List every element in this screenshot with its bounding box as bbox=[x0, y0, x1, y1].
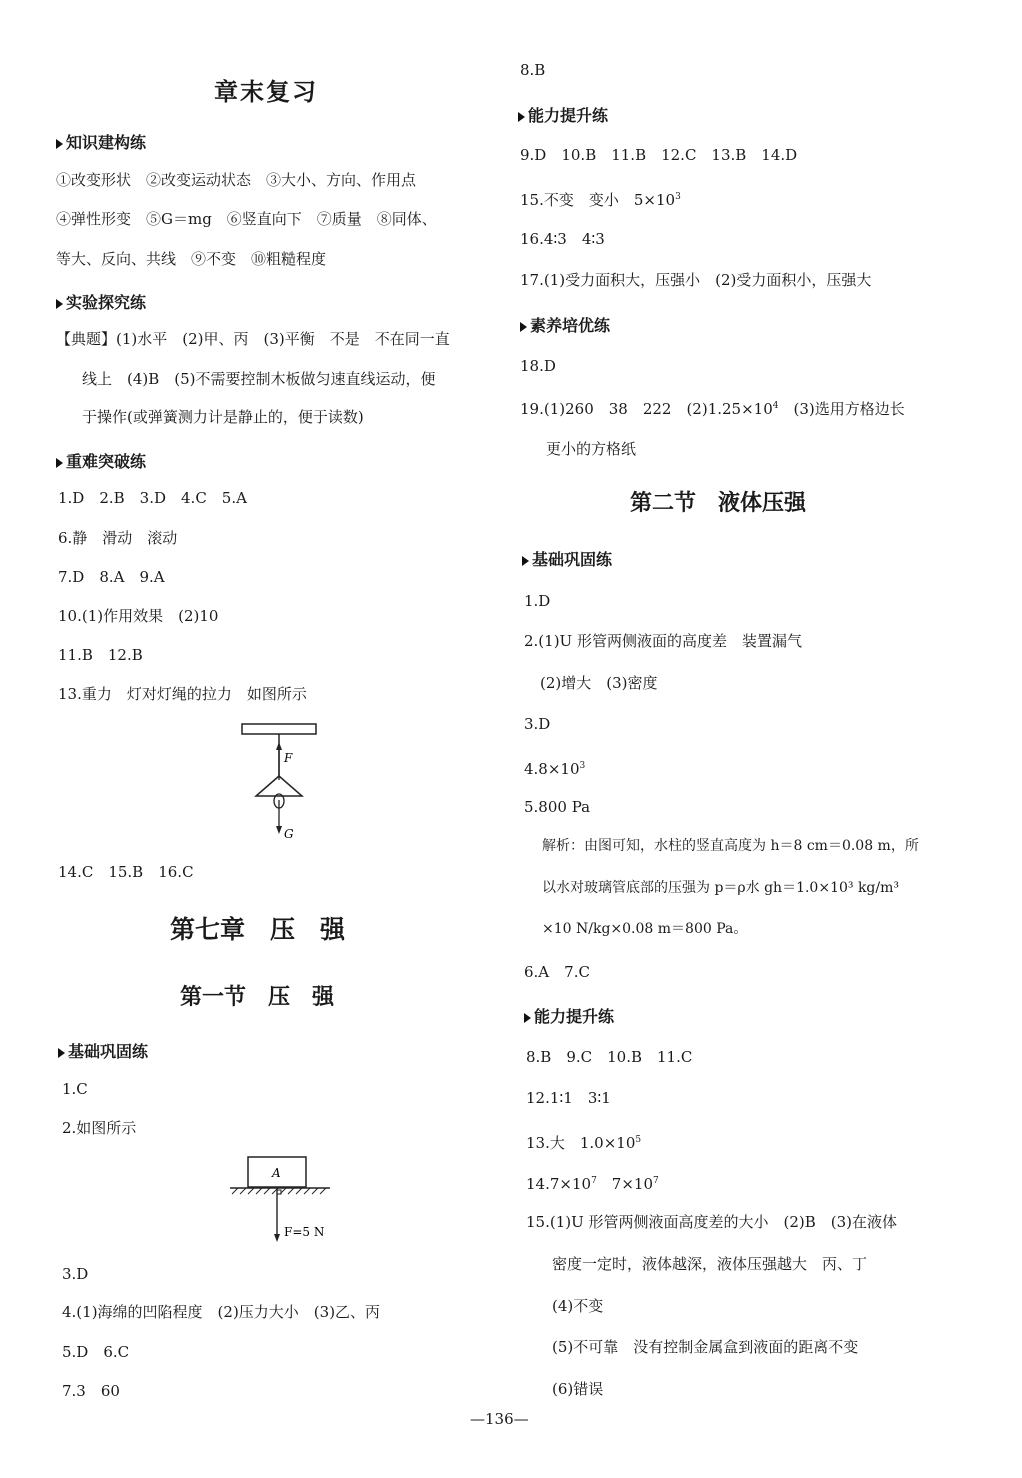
answer-line: (5)不可靠 没有控制金属盒到液面的距离不变 bbox=[552, 1338, 859, 1356]
section-experiment: 实验探究练 bbox=[56, 290, 146, 313]
block-label: A bbox=[272, 1166, 281, 1180]
answer-line: $4.8\times 10^3$ bbox=[524, 760, 586, 778]
triangle-icon bbox=[518, 112, 525, 122]
text-line: ④弹性形变 ⑤G＝mg ⑥竖直向下 ⑦质量 ⑧同体、 bbox=[56, 210, 437, 228]
triangle-icon bbox=[56, 458, 63, 468]
answer-line: 14.C 15.B 16.C bbox=[58, 863, 194, 881]
answer-line: 1.C bbox=[62, 1080, 88, 1098]
answer-line: 8.B 9.C 10.B 11.C bbox=[526, 1048, 693, 1066]
answer-line: 5.D 6.C bbox=[62, 1343, 130, 1361]
text-line: 【典题】(1)水平 (2)甲、丙 (3)平衡 不是 不在同一直 bbox=[56, 330, 450, 348]
answer-line: 13.重力 灯对灯绳的拉力 如图所示 bbox=[58, 685, 307, 703]
section-title: 第二节 液体压强 bbox=[630, 490, 807, 516]
answer-line: 16.4∶3 4∶3 bbox=[520, 230, 605, 248]
triangle-icon bbox=[58, 1048, 65, 1058]
force-f-label: F bbox=[284, 751, 293, 765]
answer-line: 5.800 Pa bbox=[524, 798, 591, 816]
answer-line: 4.(1)海绵的凹陷程度 (2)压力大小 (3)乙、丙 bbox=[62, 1303, 381, 1321]
answer-line: 2.如图所示 bbox=[62, 1119, 137, 1137]
text-line: 等大、反向、共线 ⑨不变 ⑩粗糙程度 bbox=[56, 250, 327, 268]
analysis-line: 以水对玻璃管底部的压强为 p＝ρ水 gh＝1.0×10³ kg/m³ bbox=[542, 880, 899, 896]
triangle-icon bbox=[520, 322, 527, 332]
answer-line: 15.不变 变小 $5\times 10^3$ bbox=[520, 191, 681, 209]
answer-line: 3.D bbox=[62, 1265, 89, 1283]
answer-line: 12.1∶1 3∶1 bbox=[526, 1089, 611, 1107]
triangle-icon bbox=[524, 1013, 531, 1023]
ceiling bbox=[242, 724, 316, 734]
analysis-line: ×10 N/kg×0.08 m＝800 Pa。 bbox=[542, 921, 748, 937]
section-ability-2: 能力提升练 bbox=[524, 1004, 614, 1027]
force-label: F=5 N bbox=[284, 1225, 325, 1239]
review-title: 章末复习 bbox=[214, 77, 318, 106]
answer-line: 13.大 $1.0\times 10^5$ bbox=[526, 1134, 642, 1152]
section-literacy: 素养培优练 bbox=[520, 313, 610, 336]
section-ability: 能力提升练 bbox=[518, 103, 608, 126]
answer-line: 7.3 60 bbox=[62, 1382, 120, 1400]
block-pressure-diagram bbox=[226, 1152, 346, 1248]
chapter-title: 第七章 压 强 bbox=[170, 915, 346, 944]
arrow-head-down bbox=[276, 826, 282, 834]
lamp-force-diagram bbox=[236, 720, 326, 845]
answer-line: 8.B bbox=[520, 61, 546, 79]
answer-line: 1.D bbox=[524, 592, 551, 610]
ground-hatching bbox=[232, 1188, 326, 1194]
triangle-icon bbox=[522, 556, 529, 566]
answer-line: 19.(1)260 38 222 $(2)1.25\times 10^4$ (3)选用方格边长 bbox=[520, 400, 905, 418]
arrow-head-down bbox=[274, 1234, 280, 1242]
answer-line: 7.D 8.A 9.A bbox=[58, 568, 165, 586]
section-basic: 基础巩固练 bbox=[58, 1039, 148, 1062]
force-g-label: G bbox=[284, 827, 294, 841]
page-number: —136— bbox=[470, 1410, 529, 1428]
answer-line: (2)增大 (3)密度 bbox=[540, 674, 658, 692]
answer-line: 3.D bbox=[524, 715, 551, 733]
answer-line: 10.(1)作用效果 (2)10 bbox=[58, 607, 219, 625]
answer-line: $14.7\times 10^7$ $7\times 10^7$ bbox=[526, 1175, 659, 1193]
text-line: 线上 (4)B (5)不需要控制木板做匀速直线运动，便 bbox=[82, 370, 436, 388]
answer-line: 18.D bbox=[520, 357, 556, 375]
section-basic: 基础巩固练 bbox=[522, 547, 612, 570]
analysis-line: 解析：由图可知，水柱的竖直高度为 h＝8 cm＝0.08 m，所 bbox=[542, 838, 919, 854]
answer-line: 15.(1)U 形管两侧液面高度差的大小 (2)B (3)在液体 bbox=[526, 1213, 898, 1231]
triangle-icon bbox=[56, 139, 63, 149]
text-line: ①改变形状 ②改变运动状态 ③大小、方向、作用点 bbox=[56, 171, 417, 189]
answer-line: 11.B 12.B bbox=[58, 646, 143, 664]
answer-line: (6)错误 bbox=[552, 1380, 604, 1398]
triangle-icon bbox=[56, 299, 63, 309]
text-line: 于操作(或弹簧测力计是静止的，便于读数) bbox=[82, 408, 364, 426]
section-knowledge: 知识建构练 bbox=[56, 130, 146, 153]
answer-line: 密度一定时，液体越深，液体压强越大 丙、丁 bbox=[552, 1255, 868, 1273]
answer-line: 6.A 7.C bbox=[524, 963, 590, 981]
answer-line: 17.(1)受力面积大，压强小 (2)受力面积小，压强大 bbox=[520, 271, 872, 289]
answer-line: 2.(1)U 形管两侧液面的高度差 装置漏气 bbox=[524, 632, 802, 650]
answer-line: 6.静 滑动 滚动 bbox=[58, 529, 178, 547]
answer-line: 1.D 2.B 3.D 4.C 5.A bbox=[58, 489, 247, 507]
section-title: 第一节 压 强 bbox=[180, 984, 335, 1010]
answer-line: 9.D 10.B 11.B 12.C 13.B 14.D bbox=[520, 146, 798, 164]
section-breakthrough: 重难突破练 bbox=[56, 449, 146, 472]
answer-line: (4)不变 bbox=[552, 1297, 604, 1315]
arrow-head-up bbox=[276, 742, 282, 750]
answer-line: 更小的方格纸 bbox=[546, 440, 637, 458]
